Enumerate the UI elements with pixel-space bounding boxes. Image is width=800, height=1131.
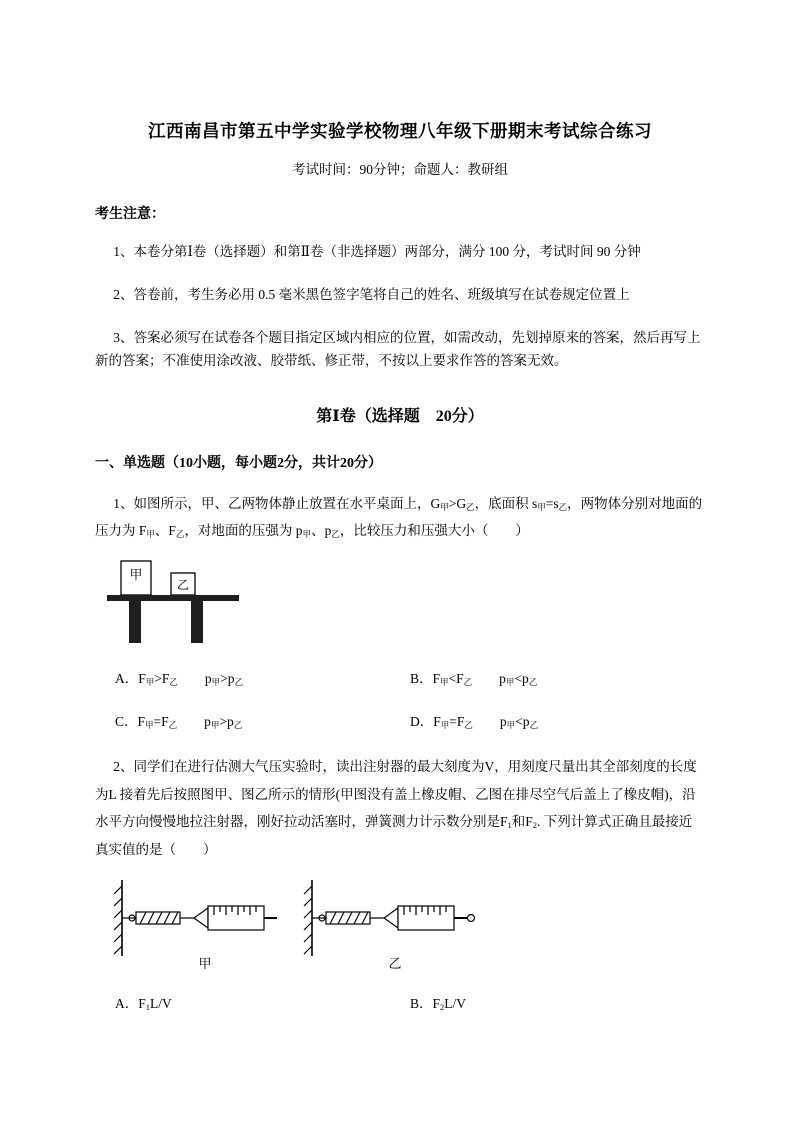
notice-item-2: 2、答卷前，考生务必用 0.5 毫米黑色签字笔将自己的姓名、班级填写在试卷规定位置上 <box>113 286 630 302</box>
question-1-options-row-1 <box>95 667 705 688</box>
syringe-assembly-jia <box>114 880 277 971</box>
table-leg-right <box>191 601 203 643</box>
question-1-option-b: B．$F_甲<F_乙$ $p_甲<p_乙$ <box>410 671 538 688</box>
question-2-option-a: A．$F_1L/V$ <box>115 995 172 1012</box>
block-yi-label: 乙 <box>176 578 190 593</box>
notice-item-3: 3、答案必须写在试卷各个题目指定区域内相应的位置，如需改动，先划掉原来的答案，然后再写上新的答案；不准使用涂改液、胶带纸、修正带，不按以上要求作答的答案无效。 <box>95 329 701 368</box>
question-1-option-d: D．$F_甲=F_乙$ $p_甲<p_乙$ <box>410 714 539 731</box>
syringe-nozzle-yi <box>384 908 398 928</box>
question-1-stem: 1、如图所示，甲、乙两物体静止放置在水平桌面上，$G_甲>G_乙$，底面积 $s_甲=s_乙$，两物体分别对地面的压力为 $F_甲$、$F_乙$，对地面的压强为 $p_甲$、$p_乙$，比较压力和压强大小（ ） <box>95 495 703 540</box>
subsection-heading: 一、单选题（10小题，每小题2分，共计20分） <box>95 455 382 471</box>
assembly-yi-label: 乙 <box>388 955 402 971</box>
plunger-end-ring-yi <box>468 914 475 921</box>
syringe-assembly-yi <box>304 880 475 971</box>
syringe-nozzle-jia <box>194 908 208 928</box>
table-top <box>107 595 239 601</box>
question-1-option-c: C．$F_甲=F_乙$ $p_甲>p_乙$ <box>115 714 243 731</box>
question-2-stem: 2、同学们在进行估测大气压实验时，读出注射器的最大刻度为V，用刻度尺量出其全部刻度的长度为L 接着先后按照图甲、图乙所示的情形(甲图没有盖上橡皮帽、乙图在排尽空气后盖上了橡皮帽)，沿水平方向慢慢地拉注射器，刚好拉动活塞时，弹簧测力计示数分别是$F_1$和$F_2$. 下列计算式正确且最接近真实值的是（ ） <box>95 759 697 858</box>
question-2-figure <box>110 872 705 972</box>
notice-item-1: 1、本卷分第Ⅰ卷（选择题）和第Ⅱ卷（非选择题）两部分，满分 100 分，考试时间 90 分钟 <box>113 244 641 259</box>
blocks-on-table-diagram <box>105 553 255 651</box>
question-1-options-row-2 <box>95 710 705 731</box>
section-heading: 第Ⅰ卷（选择题 20分） <box>316 407 484 425</box>
question-2-option-b: B．$F_2L/V$ <box>410 995 467 1012</box>
assembly-jia-label: 甲 <box>198 955 212 971</box>
notice-heading: 考生注意： <box>95 207 165 222</box>
exam-title: 江西南昌市第五中学实验学校物理八年级下册期末考试综合练习 <box>148 121 652 141</box>
question-1-figure <box>105 553 705 651</box>
question-2-options-row <box>95 992 705 1012</box>
table-leg-left <box>129 601 141 643</box>
syringe-experiment-diagram <box>110 872 485 972</box>
block-jia-label: 甲 <box>129 567 143 583</box>
question-1-option-a: A．$F_甲>F_乙$ $p_甲>p_乙$ <box>115 671 244 688</box>
exam-meta: 考试时间：90分钟；命题人：教研组 <box>292 162 508 177</box>
